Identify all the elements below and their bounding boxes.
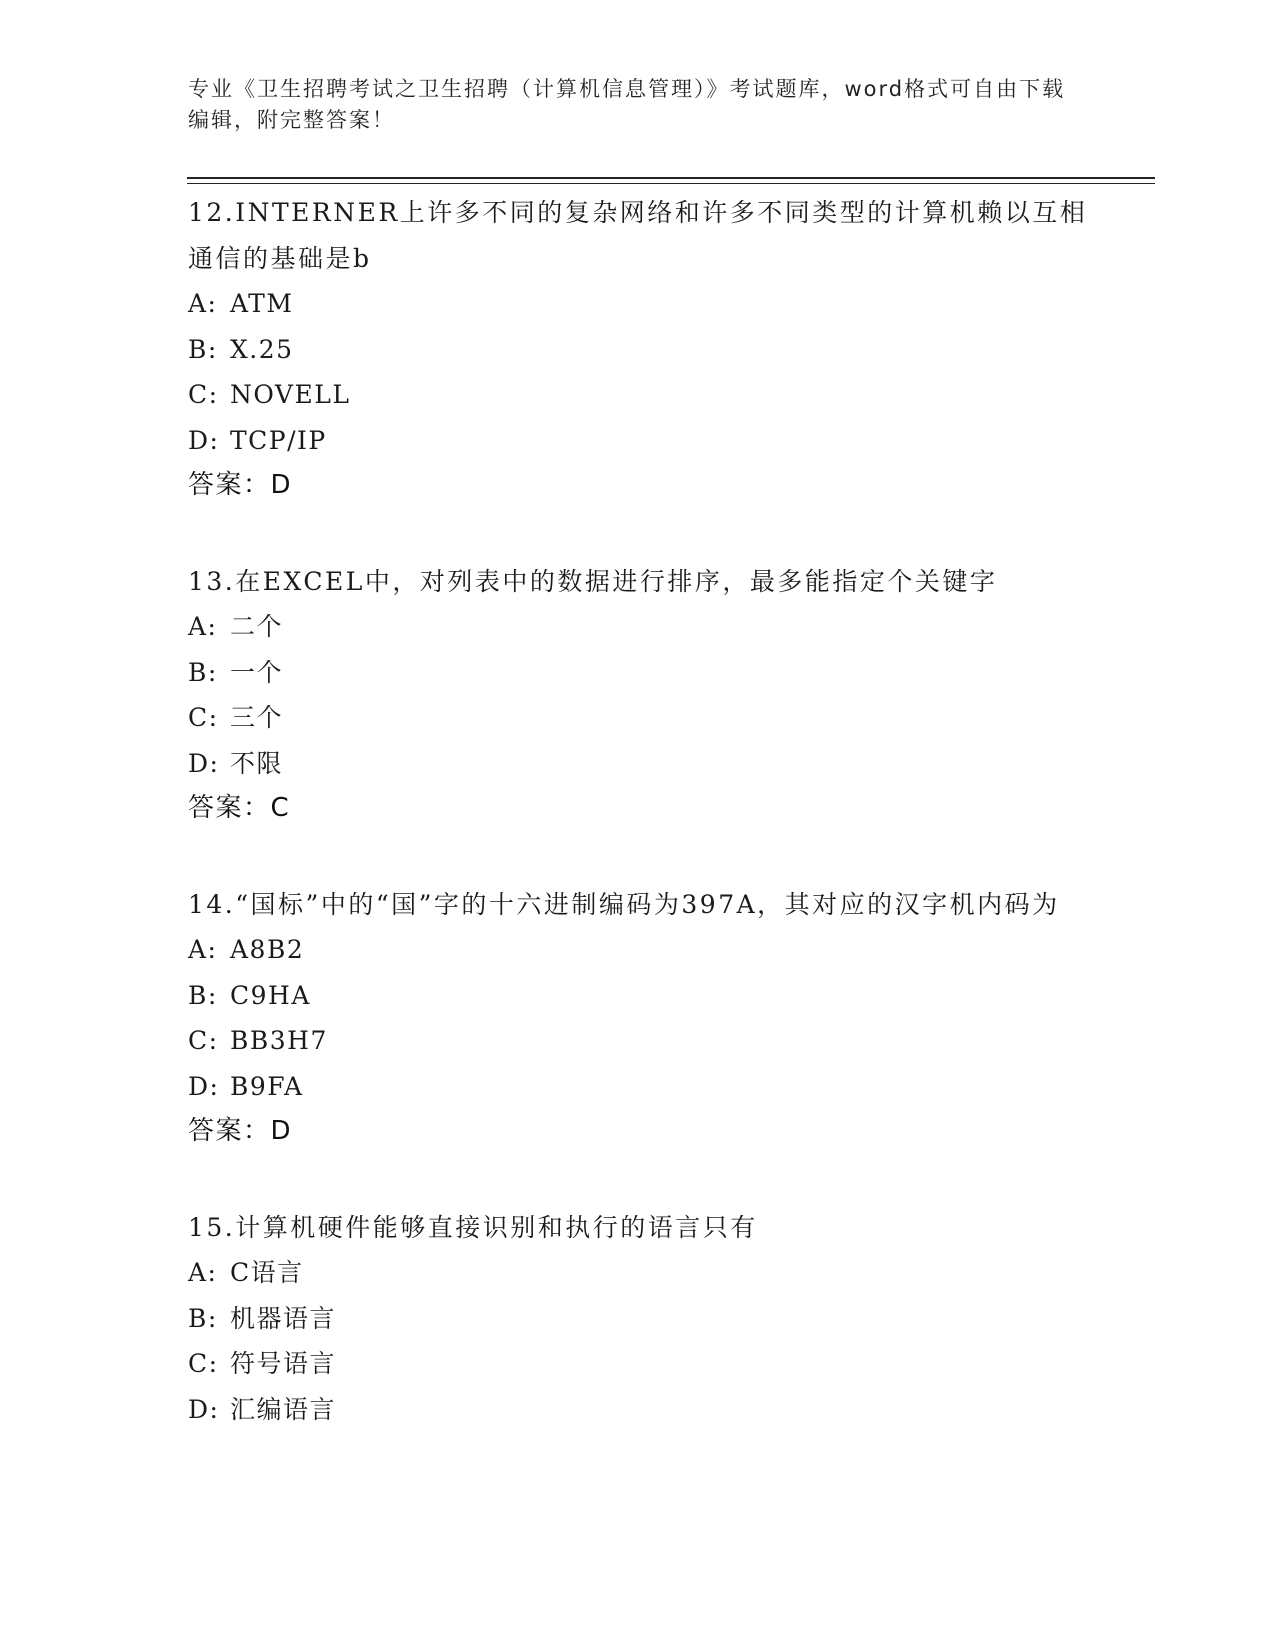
option-text: 汇编语言 <box>230 1394 337 1424</box>
option-a <box>188 281 1088 327</box>
answer-line: 答案：D <box>188 470 293 500</box>
option-text: 二个 <box>230 612 284 641</box>
option-b <box>188 1296 1088 1342</box>
option-text: 三个 <box>230 703 284 732</box>
option-key: C: <box>188 1349 219 1378</box>
option-b <box>188 973 1088 1019</box>
option-text: BB3H7 <box>230 1026 328 1055</box>
answer-line: 答案：C <box>188 793 291 823</box>
option-a <box>188 1250 1088 1296</box>
option-text: C9HA <box>230 980 311 1010</box>
option-key: D: <box>188 1071 220 1101</box>
option-text: X.25 <box>230 334 294 364</box>
option-key: B: <box>188 657 218 687</box>
option-d <box>188 741 1088 787</box>
option-d <box>188 418 1088 464</box>
option-key: C: <box>188 380 219 409</box>
option-d <box>188 1387 1088 1433</box>
option-key: C: <box>188 1026 219 1055</box>
option-b <box>188 327 1088 373</box>
answer-line: 答案：D <box>188 1116 293 1146</box>
question-12 <box>188 190 1088 509</box>
option-c <box>188 372 1088 418</box>
option-key: D: <box>188 425 220 455</box>
option-key: B: <box>188 334 218 364</box>
option-c <box>188 695 1088 741</box>
question-stem: 15.计算机硬件能够直接识别和执行的语言只有 <box>188 1212 758 1242</box>
option-text: 符号语言 <box>230 1349 337 1378</box>
header-divider-thin <box>187 183 1155 184</box>
option-b <box>188 650 1088 696</box>
question-stem: 12.INTERNER上许多不同的复杂网络和许多不同类型的计算机赖以互相通信的基础是b <box>188 198 1088 273</box>
option-key: D: <box>188 1394 220 1424</box>
option-key: D: <box>188 748 220 778</box>
option-a <box>188 927 1088 973</box>
option-text: A8B2 <box>230 935 305 964</box>
option-key: C: <box>188 703 219 732</box>
option-d <box>188 1064 1088 1110</box>
question-stem: 14.“国标”中的“国”字的十六进制编码为397A，其对应的汉字机内码为 <box>188 889 1060 919</box>
option-key: A: <box>188 289 218 318</box>
question-15 <box>188 1205 1088 1433</box>
option-text: 不限 <box>230 748 284 778</box>
option-text: C语言 <box>230 1258 304 1287</box>
option-key: A: <box>188 1258 218 1287</box>
document-header: 专业《卫生招聘考试之卫生招聘（计算机信息管理）》考试题库，word格式可自由下载编辑，附完整答案！ <box>188 77 1066 132</box>
option-key: A: <box>188 935 218 964</box>
question-list <box>188 190 1088 1482</box>
option-text: B9FA <box>230 1071 304 1101</box>
option-c <box>188 1018 1088 1064</box>
option-text: NOVELL <box>230 380 351 409</box>
option-text: ATM <box>230 289 294 318</box>
option-text: 一个 <box>230 657 284 687</box>
question-14 <box>188 882 1088 1155</box>
option-key: B: <box>188 1303 218 1333</box>
option-key: A: <box>188 612 218 641</box>
question-13 <box>188 559 1088 832</box>
option-a <box>188 604 1088 650</box>
option-key: B: <box>188 980 218 1010</box>
option-text: 机器语言 <box>230 1303 337 1333</box>
option-c <box>188 1341 1088 1387</box>
header-divider-thick <box>187 177 1155 179</box>
question-stem: 13.在EXCEL中，对列表中的数据进行排序，最多能指定个关键字 <box>188 566 998 596</box>
option-text: TCP/IP <box>230 425 327 455</box>
